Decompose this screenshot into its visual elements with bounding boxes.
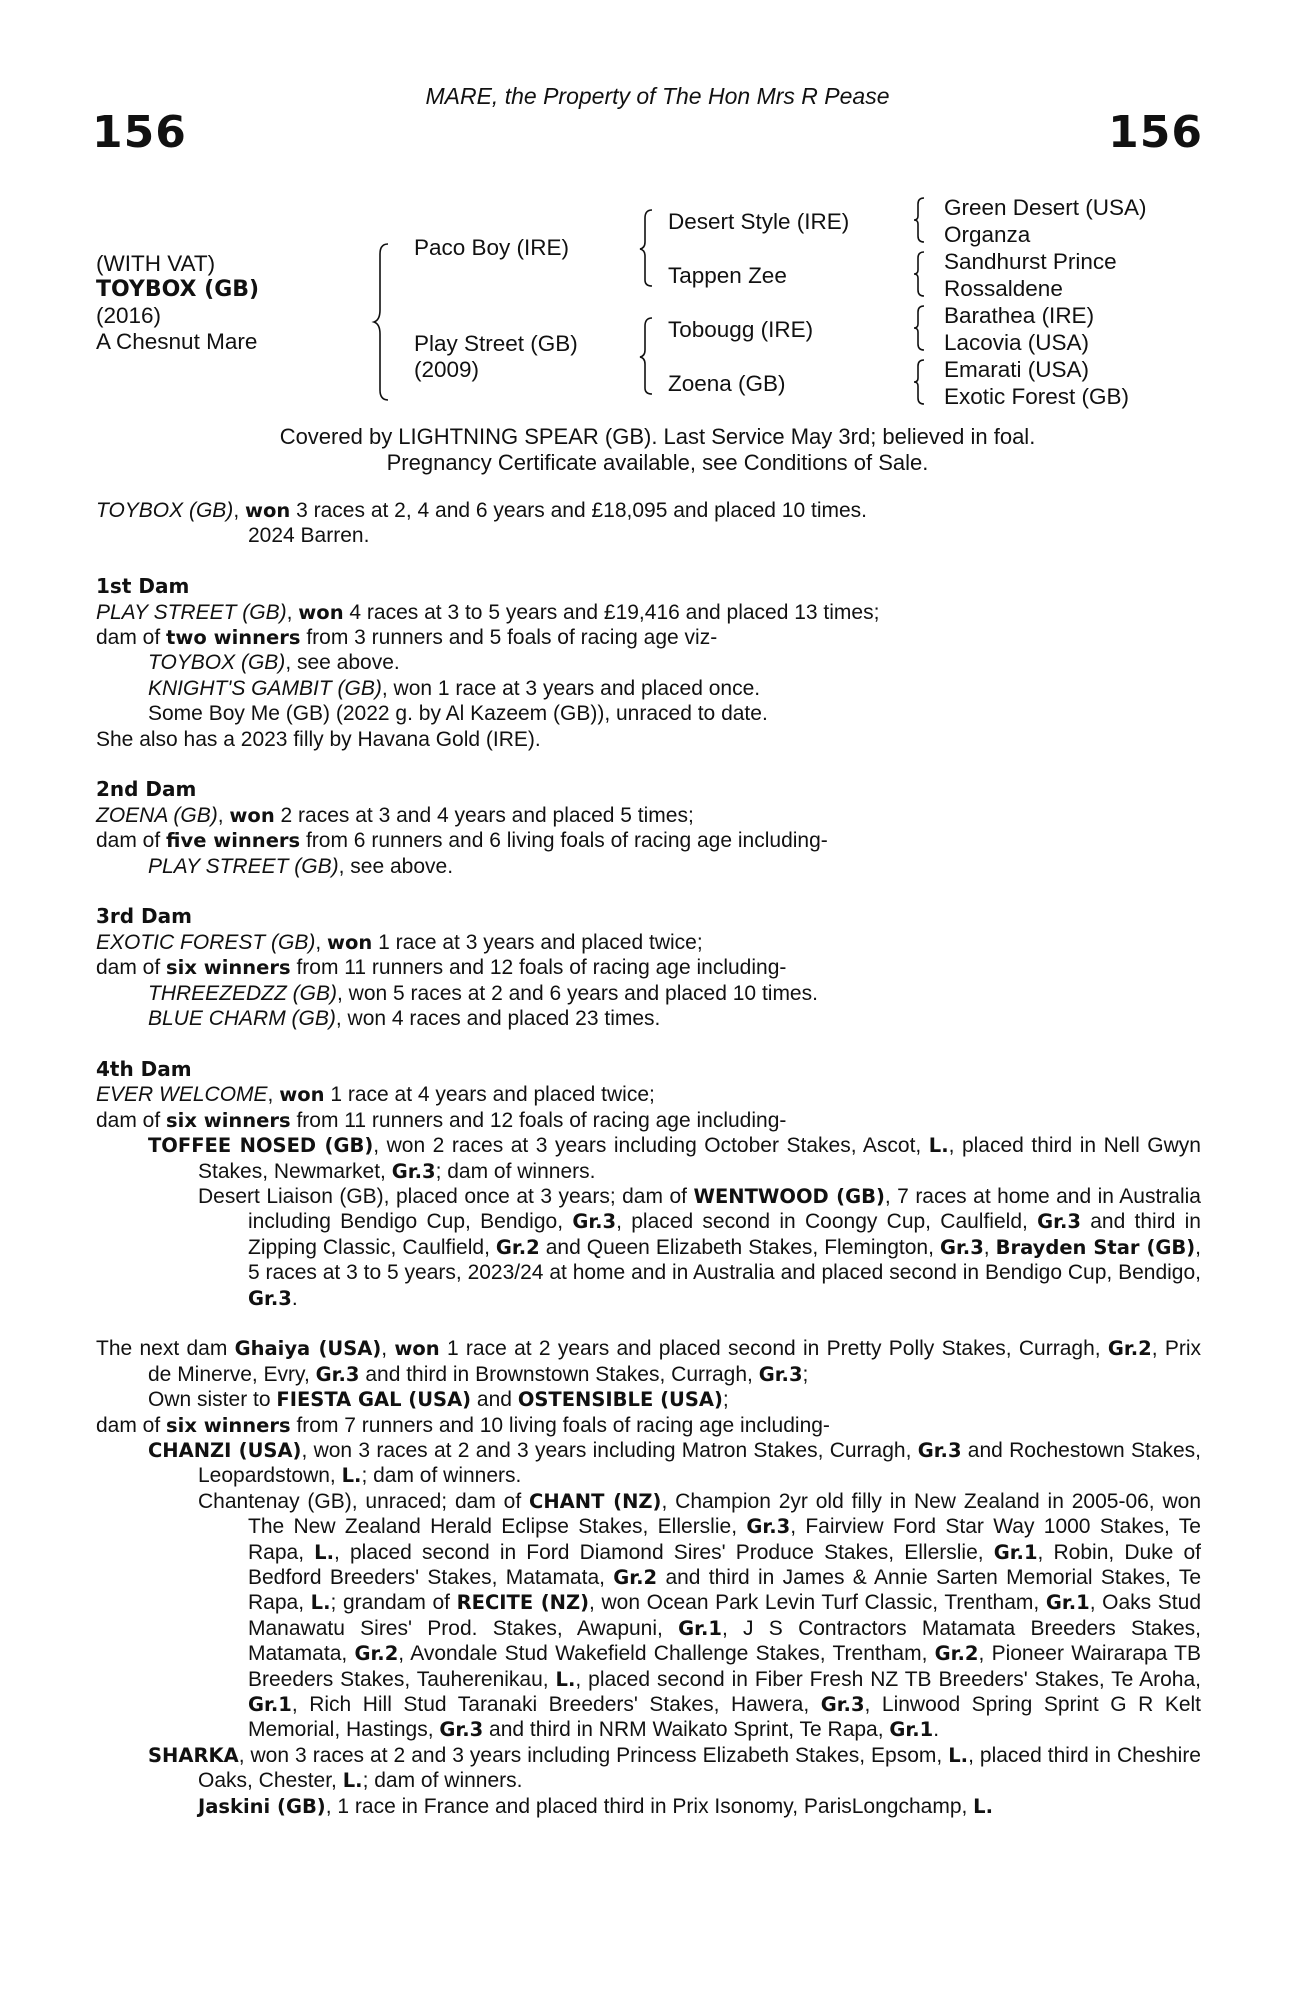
grandsire-2: Sandhurst Prince: [944, 249, 1117, 274]
dam-of-text: dam of: [96, 1108, 167, 1132]
dam-of-rest: from 3 runners and 5 foals of racing age viz-: [300, 626, 718, 650]
text-fragment: and third in NRM Waikato Sprint, Te Rapa,: [483, 1718, 890, 1742]
text-fragment: , 1 race in France and placed third in Prix Isonomy, ParisLongchamp,: [325, 1794, 974, 1818]
second-dam-title: 2nd Dam: [96, 777, 197, 802]
text-fragment: and Rochestown Stakes, Leopardstown,: [198, 1438, 1201, 1488]
text-fragment: ,: [983, 1235, 996, 1259]
summary-barren: 2024 Barren.: [248, 524, 370, 548]
progeny-entry: [96, 981, 1201, 1006]
progeny-entry: [96, 854, 1201, 879]
granddam-2: Rossaldene: [944, 276, 1063, 301]
fourth-dam-name: EVER WELCOME: [96, 1083, 268, 1107]
summary-horse-name: TOYBOX (GB): [96, 499, 234, 522]
first-dam-record: PLAY STREET (GB), won 4 races at 3 to 5 years and £19,416 and placed 13 times;: [96, 600, 880, 624]
text-fragment: , placed second in Fiber Fresh NZ TB Breeders' Stakes, Te Aroha,: [575, 1667, 1201, 1691]
text-fragment: Gr.1: [1045, 1591, 1090, 1615]
progeny-name: THREEZEDZZ (GB): [148, 981, 337, 1005]
text-fragment: , 7 races at home and in Australia including Bendigo Cup, Bendigo,: [248, 1184, 1201, 1234]
text-fragment: OSTENSIBLE (USA): [517, 1388, 723, 1412]
text-fragment: ; dam of winners.: [435, 1159, 596, 1183]
dam-year: (2009): [414, 357, 480, 382]
text-fragment: Gr.1: [889, 1718, 934, 1742]
text-fragment: L.: [973, 1794, 994, 1818]
progeny-entry-toffee-nosed: [96, 1133, 1201, 1184]
text-fragment: Gr.3: [439, 1718, 484, 1742]
won-label: won: [279, 1083, 325, 1107]
text-fragment: , Pioneer Wairarapa TB Breeders Stakes, Tauherenikau,: [248, 1642, 1202, 1691]
second-dam-record: ZOENA (GB), won 2 races at 3 and 4 years and placed 5 times;: [96, 803, 694, 827]
next-dam-sister: [96, 1387, 1201, 1412]
progeny-entry-chanzi: [96, 1438, 1201, 1489]
progeny-entry: [96, 676, 1201, 701]
progeny-name: KNIGHT'S GAMBIT (GB): [148, 676, 382, 700]
third-dam-title: 3rd Dam: [96, 904, 192, 929]
progeny-name: CHANZI (USA): [148, 1438, 302, 1462]
text-fragment: L.: [948, 1743, 969, 1767]
text-fragment: , placed third in Nell Gwyn Stakes, Newmarket,: [198, 1134, 1201, 1183]
granddam-3: Lacovia (USA): [944, 330, 1090, 355]
fourth-dam-record: EVER WELCOME, won 1 race at 4 years and placed twice;: [96, 1083, 655, 1107]
dam-of-text: dam of: [96, 829, 167, 853]
horse-name: TOYBOX (GB): [96, 277, 260, 302]
won-label: won: [298, 600, 344, 624]
text-fragment: 1 race at 2 years and placed second in Pretty Polly Stakes, Curragh,: [439, 1337, 1108, 1361]
progeny-name: PLAY STREET (GB): [148, 854, 339, 878]
text-fragment: Gr.1: [993, 1540, 1038, 1564]
text-fragment: , won 2 races at 3 years including October Stakes, Ascot,: [373, 1134, 929, 1158]
text-fragment: , J S Contractors Matamata Breeders Stakes, Matamata,: [248, 1616, 1201, 1666]
text-fragment: Gr.3: [572, 1210, 617, 1234]
third-dam-record: EXOTIC FOREST (GB), won 1 race at 3 years and placed twice;: [96, 930, 703, 954]
summary-line: TOYBOX (GB), won 3 races at 2, 4 and 6 years and £18,095 and placed 10 times.: [96, 499, 868, 522]
sire-name: Paco Boy (IRE): [414, 235, 570, 260]
text-fragment: ; grandam of: [330, 1591, 457, 1615]
text-fragment: , 5 races at 3 to 5 years, 2023/24 at home and in Australia and placed second in Bendigo Cup, Bendigo,: [248, 1235, 1201, 1285]
text-fragment: , won 3 races at 2 and 3 years including Princess Elizabeth Stakes, Epsom,: [238, 1743, 949, 1767]
progeny-text: , see above.: [285, 651, 400, 675]
text-fragment: Gr.1: [678, 1616, 722, 1640]
sire-sire-name: Desert Style (IRE): [668, 209, 850, 234]
winners-count: five winners: [166, 829, 301, 853]
cover-note-line1: Covered by LIGHTNING SPEAR (GB). Last Service May 3rd; believed in foal.: [279, 424, 1036, 449]
text-fragment: ,: [381, 1337, 395, 1361]
brace-g4: [912, 358, 926, 406]
dam-of-rest: from 11 runners and 12 foals of racing age including-: [290, 1108, 787, 1132]
text-fragment: Gr.2: [495, 1235, 540, 1259]
progeny-name: SHARKA: [148, 1743, 239, 1767]
lot-number-right: 156: [1108, 107, 1203, 158]
progeny-entry-desert-liaison: [96, 1184, 1201, 1311]
text-fragment: ; dam of winners.: [361, 1464, 522, 1488]
text-fragment: Gr.3: [315, 1362, 360, 1386]
won-label: won: [327, 930, 373, 954]
record-text: 2 races at 3 and 4 years and placed 5 times;: [274, 803, 694, 827]
text-fragment: The next dam: [96, 1337, 235, 1361]
winners-count: six winners: [166, 956, 291, 980]
text-fragment: ; dam of winners.: [362, 1769, 523, 1793]
brace-g1: [912, 196, 926, 244]
progeny-entry-sharka: [96, 1743, 1201, 1794]
text-fragment: , Prix de Minerve, Evry,: [148, 1337, 1202, 1386]
text-fragment: , placed second in Ford Diamond Sires' Produce Stakes, Ellerslie,: [334, 1540, 994, 1564]
text-fragment: Gr.3: [1037, 1210, 1081, 1234]
dam-of-rest: from 11 runners and 12 foals of racing age including-: [290, 956, 787, 980]
text-fragment: and: [471, 1388, 518, 1412]
dam-of-text: dam of: [96, 626, 167, 650]
first-dam-title: 1st Dam: [96, 574, 190, 599]
text-fragment: and Queen Elizabeth Stakes, Flemington,: [539, 1235, 940, 1259]
text-fragment: , Rich Hill Stud Taranaki Breeders' Stakes, Hawera,: [291, 1693, 821, 1717]
vat-label: (WITH VAT): [96, 251, 216, 276]
brace-g2: [912, 250, 926, 298]
next-dam-record: [96, 1336, 1201, 1387]
text-fragment: RECITE (NZ): [456, 1591, 590, 1615]
progeny-name: TOYBOX (GB): [148, 651, 286, 675]
horse-description: A Chesnut Mare: [96, 329, 258, 354]
progeny-text: , won 4 races and placed 23 times.: [335, 1007, 661, 1031]
grandsire-3: Barathea (IRE): [944, 303, 1095, 328]
text-fragment: won: [394, 1337, 440, 1361]
catalogue-body: [96, 498, 1201, 1819]
progeny-name: BLUE CHARM (GB): [148, 1007, 336, 1031]
text-fragment: Gr.2: [613, 1565, 658, 1589]
text-fragment: Gr.2: [1107, 1337, 1152, 1361]
text-fragment: and third in Zipping Classic, Caulfield,: [248, 1210, 1201, 1259]
text-fragment: and third in James & Annie Sarten Memorial Stakes, Te Rapa,: [248, 1565, 1202, 1615]
progeny-text: , won 5 races at 2 and 6 years and placed 10 times.: [337, 981, 818, 1005]
text-fragment: Gr.3: [939, 1235, 984, 1259]
won-label: won: [229, 803, 275, 827]
text-fragment: Gr.3: [248, 1286, 292, 1310]
progeny-entry-jaskini: [96, 1794, 1201, 1819]
third-dam-produce: [96, 955, 1201, 980]
first-dam-name: PLAY STREET (GB): [96, 600, 287, 624]
text-fragment: Gr.3: [917, 1438, 962, 1462]
winners-count: six winners: [166, 1413, 291, 1437]
second-dam-name: ZOENA (GB): [96, 803, 218, 827]
text-fragment: ;: [802, 1362, 809, 1386]
winners-count: six winners: [166, 1108, 291, 1132]
brace-dam: [638, 316, 654, 396]
text-fragment: Gr.1: [248, 1693, 292, 1717]
winners-count: two winners: [166, 626, 301, 650]
brace-sire: [638, 208, 654, 288]
dam-of-text: dam of: [96, 956, 167, 980]
progeny-name: TOFFEE NOSED (GB): [148, 1134, 374, 1158]
text-fragment: Gr.3: [391, 1159, 436, 1183]
text-fragment: dam of: [96, 1413, 167, 1437]
third-dam-name: EXOTIC FOREST (GB): [96, 930, 316, 954]
text-fragment: Chantenay (GB), unraced; dam of: [198, 1489, 530, 1513]
progeny-text: , won 1 race at 3 years and placed once.: [381, 676, 761, 700]
text-fragment: L.: [928, 1134, 949, 1158]
fourth-dam-title: 4th Dam: [96, 1056, 192, 1081]
progeny-text: , see above.: [338, 854, 454, 878]
text-fragment: FIESTA GAL (USA): [276, 1388, 472, 1412]
brace-g3: [912, 304, 926, 352]
record-text: 1 race at 4 years and placed twice;: [324, 1083, 655, 1107]
progeny-entry-chantenay: [96, 1489, 1201, 1743]
text-fragment: L.: [341, 1464, 362, 1488]
text-fragment: , Champion 2yr old filly in New Zealand in 2005-06, won The New Zealand Herald Eclipse Stakes, Ellerslie,: [248, 1489, 1202, 1539]
text-fragment: Brayden Star (GB): [995, 1235, 1196, 1259]
text-fragment: , placed second in Coongy Cup, Caulfield,: [616, 1210, 1038, 1234]
text-fragment: Gr.3: [758, 1362, 803, 1386]
dam-sire-name: Tobougg (IRE): [668, 317, 814, 342]
text-fragment: , won 3 races at 2 and 3 years including Matron Stakes, Curragh,: [301, 1438, 918, 1462]
dam-dam-name: Zoena (GB): [668, 371, 786, 396]
text-fragment: Own sister to: [148, 1388, 277, 1412]
text-fragment: L.: [555, 1667, 576, 1691]
text-fragment: Gr.3: [820, 1693, 865, 1717]
text-fragment: , won Ocean Park Levin Turf Classic, Trentham,: [589, 1591, 1046, 1615]
dam-name: Play Street (GB): [414, 331, 578, 356]
brace-main: [372, 242, 392, 402]
text-fragment: , Avondale Stud Wakefield Challenge Stakes, Trentham,: [398, 1642, 935, 1666]
text-fragment: Gr.2: [354, 1642, 399, 1666]
cover-note-line2: Pregnancy Certificate available, see Conditions of Sale.: [386, 450, 929, 475]
granddam-4: Exotic Forest (GB): [944, 384, 1130, 409]
record-text: 1 race at 3 years and placed twice;: [372, 930, 703, 954]
text-fragment: L.: [314, 1540, 335, 1564]
first-dam-produce: [96, 625, 1201, 650]
text-fragment: L.: [342, 1769, 363, 1793]
dam-of-rest: from 6 runners and 6 living foals of racing age including-: [300, 829, 828, 853]
first-dam-also: She also has a 2023 filly by Havana Gold (IRE).: [96, 727, 541, 751]
next-dam-produce: [96, 1413, 1201, 1438]
text-fragment: WENTWOOD (GB): [693, 1184, 885, 1208]
text-fragment: , Oaks Stud Manawatu Sires' Prod. Stakes, Awapuni,: [248, 1591, 1202, 1640]
progeny-entry: [96, 650, 1201, 675]
text-fragment: Desert Liaison (GB), placed once at 3 years; dam of: [198, 1184, 694, 1208]
progeny-entry: Some Boy Me (GB) (2022 g. by Al Kazeem (GB)), unraced to date.: [148, 702, 768, 726]
text-fragment: .: [291, 1286, 298, 1310]
won-label: won: [244, 499, 291, 522]
text-fragment: Gr.3: [746, 1515, 791, 1539]
progeny-entry: [96, 1006, 1201, 1031]
text-fragment: , Fairview Ford Star Way 1000 Stakes, Te Rapa,: [248, 1515, 1201, 1564]
grandsire-1: Green Desert (USA): [944, 195, 1147, 220]
text-fragment: , Robin, Duke of Bedford Breeders' Stakes, Matamata,: [248, 1540, 1201, 1589]
horse-year: (2016): [96, 303, 162, 328]
second-dam-produce: [96, 828, 1201, 853]
text-fragment: .: [933, 1718, 940, 1742]
fourth-dam-produce: [96, 1108, 1201, 1133]
lot-number-left: 156: [92, 107, 187, 158]
granddam-1: Organza: [944, 222, 1031, 247]
page-header-title: MARE, the Property of The Hon Mrs R Pease: [425, 83, 890, 109]
text-fragment: from 7 runners and 10 living foals of racing age including-: [290, 1413, 830, 1437]
grandsire-4: Emarati (USA): [944, 357, 1090, 382]
text-fragment: ;: [722, 1388, 729, 1412]
record-text: 4 races at 3 to 5 years and £19,416 and placed 13 times;: [343, 600, 880, 624]
text-fragment: and third in Brownstown Stakes, Curragh,: [359, 1362, 759, 1386]
text-fragment: , Linwood Spring Sprint G R Kelt Memorial, Hastings,: [248, 1693, 1201, 1742]
text-fragment: CHANT (NZ): [529, 1489, 662, 1513]
text-fragment: Gr.2: [934, 1642, 979, 1666]
next-dam-name: Ghaiya (USA): [234, 1337, 382, 1361]
text-fragment: L.: [310, 1591, 331, 1615]
summary-text: 3 races at 2, 4 and 6 years and £18,095 and placed 10 times.: [290, 499, 868, 522]
progeny-name: Jaskini (GB): [198, 1794, 326, 1818]
text-fragment: , placed third in Cheshire Oaks, Chester,: [198, 1743, 1201, 1793]
sire-dam-name: Tappen Zee: [668, 263, 787, 288]
